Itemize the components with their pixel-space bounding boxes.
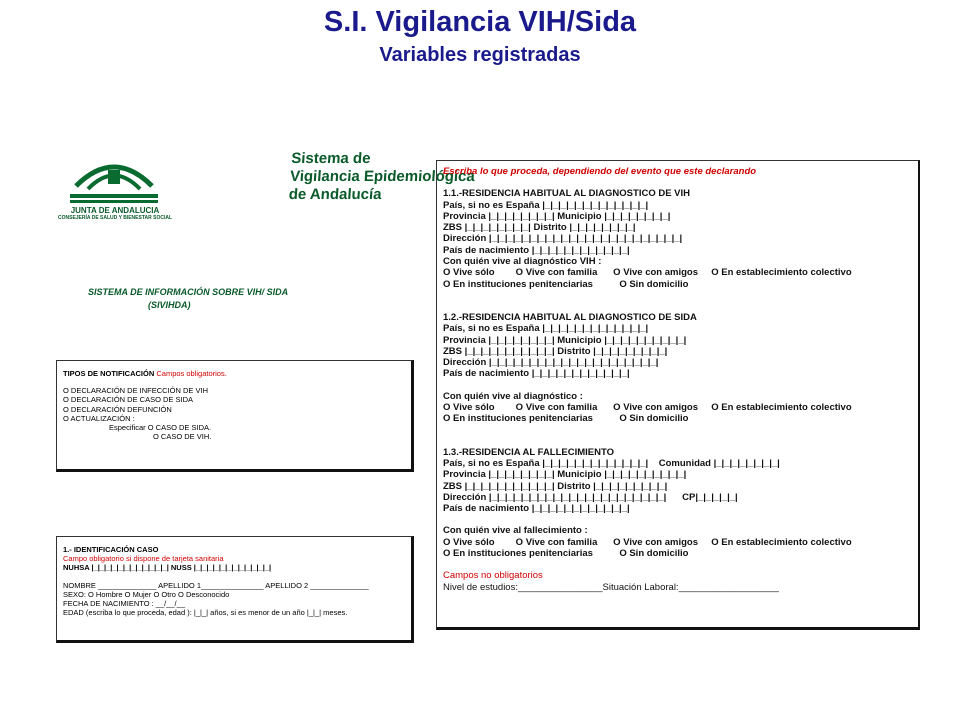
- sex-field: SEXO: O Hombre O Mujer O Otro O Desconocido: [63, 589, 230, 599]
- identification-required-note: Campo obligatorio si dispone de tarjeta sanitaria: [63, 554, 224, 564]
- identification-heading: 1.- IDENTIFICACIÓN CASO: [63, 545, 159, 554]
- junta-andalucia-logo: [56, 156, 174, 221]
- notification-option: O DECLARACIÓN DE CASO DE SIDA: [63, 395, 194, 405]
- lives-with-options: O En instituciones penitenciarias O Sin domicilio: [443, 548, 689, 560]
- system-line: Vigilancia Epidemiológica: [289, 168, 476, 185]
- zbs-field: ZBS |_|_|_|_|_|_|_|_| Distrito |_|_|_|_|_|_|_|_|: [443, 222, 636, 234]
- section-title: 1.3.-RESIDENCIA AL FALLECIMIENTO: [443, 446, 615, 458]
- country-field: País, si no es España |_|_|_|_|_|_|_|_|_|_|_|_|_|: [443, 323, 649, 335]
- logo-department: CONSEJERÍA DE SALUD Y BIENESTAR SOCIAL: [58, 215, 172, 221]
- birth-country-field: País de nacimiento |_|_|_|_|_|_|_|_|_|_|_|_|: [443, 503, 630, 515]
- birth-country-field: País de nacimiento |_|_|_|_|_|_|_|_|_|_|_|_|: [443, 244, 630, 256]
- notification-option: O DECLARACIÓN DE INFECCIÓN DE VIH: [63, 386, 209, 396]
- specify-line-2: O CASO DE VIH.: [153, 432, 212, 442]
- lives-with-label: Con quién vive al diagnóstico VIH :: [443, 256, 602, 268]
- country-field: País, si no es España |_|_|_|_|_|_|_|_|_|_|_|_|_| Comunidad |_|_|_|_|_|_|_|_|: [443, 457, 780, 469]
- notification-option: O DECLARACIÓN DEFUNCIÓN: [63, 404, 172, 414]
- slide-title: S.I. Vigilancia VIH/Sida: [323, 6, 637, 38]
- country-field: País, si no es España |_|_|_|_|_|_|_|_|_|_|_|_|_|: [443, 199, 649, 211]
- notification-types-box: [56, 360, 414, 472]
- section-title: 1.2.-RESIDENCIA HABITUAL AL DIAGNOSTICO DE SIDA: [443, 311, 697, 323]
- specify-line-1: Especificar O CASO DE SIDA.: [109, 423, 212, 433]
- lives-with-options: O Vive sólo O Vive con familia O Vive con amigos O En establecimiento colectivo: [443, 267, 852, 279]
- sivihda-line-2: (SIVIHDA): [148, 300, 191, 310]
- province-field: Provincia |_|_|_|_|_|_|_|_| Municipio |_|_|_|_|_|_|_|_|_|_|: [443, 334, 687, 346]
- system-line: Sistema de: [290, 150, 372, 167]
- sivihda-line-1: SISTEMA DE INFORMACIÓN SOBRE VIH/ SIDA: [88, 287, 289, 297]
- lives-with-options: O Vive sólo O Vive con familia O Vive con amigos O En establecimiento colectivo: [443, 536, 852, 548]
- nuhsa-field: NUHSA |_|_|_|_|_|_|_|_|_|_|_|_| NUSS |_|_|_|_|_|_|_|_|_|_|_|_|: [63, 563, 272, 573]
- address-field: Dirección |_|_|_|_|_|_|_|_|_|_|_|_|_|_|_|_|_|_|_|_|_|: [443, 357, 659, 369]
- province-field: Provincia |_|_|_|_|_|_|_|_| Municipio |_|_|_|_|_|_|_|_|_|_|: [443, 469, 687, 481]
- lives-with-label: Con quién vive al fallecimiento :: [443, 525, 588, 537]
- logo-arch-icon: [64, 156, 164, 204]
- lives-with-options: O En instituciones penitenciarias O Sin domicilio: [443, 413, 689, 425]
- optional-fields-heading: Campos no obligatorios: [443, 570, 543, 582]
- address-field: Dirección |_|_|_|_|_|_|_|_|_|_|_|_|_|_|_|_|_|_|_|_|_|_|_|_|: [443, 233, 683, 245]
- address-field: Dirección |_|_|_|_|_|_|_|_|_|_|_|_|_|_|_|_|_|_|_|_|_|_| CP|_|_|_|_|_|: [443, 491, 738, 503]
- name-field: NOMBRE ______________ APELLIDO 1_______________ APELLIDO 2 ______________: [63, 580, 369, 590]
- notification-heading: TIPOS DE NOTIFICACIÓN: [63, 369, 155, 378]
- notification-heading-row: [63, 369, 407, 378]
- form-instruction: Escriba lo que proceda, dependiendo del evento que este declarando: [443, 166, 757, 177]
- province-field: Provincia |_|_|_|_|_|_|_|_| Municipio |_|_|_|_|_|_|_|_|: [443, 210, 671, 222]
- case-identification-box: [56, 536, 414, 643]
- lives-with-label: Con quién vive al diagnóstico :: [443, 390, 583, 402]
- required-note: Campos obligatorios.: [156, 369, 227, 378]
- sivihda-heading: [88, 286, 288, 312]
- education-employment-field: Nivel de estudios:________________Situación Laboral:___________________: [443, 581, 779, 593]
- age-field: EDAD (escriba lo que proceda, edad ): |_|_| años, si es menor de un año |_|_| meses.: [63, 608, 348, 618]
- birth-country-field: País de nacimiento |_|_|_|_|_|_|_|_|_|_|_|_|: [443, 368, 630, 380]
- system-line: de Andalucía: [288, 186, 383, 203]
- lives-with-options: O En instituciones penitenciarias O Sin domicilio: [443, 278, 689, 290]
- lives-with-options: O Vive sólo O Vive con familia O Vive con amigos O En establecimiento colectivo: [443, 402, 852, 414]
- birthdate-field: FECHA DE NACIMIENTO : __/__/__: [63, 599, 185, 609]
- slide-subtitle: Variables registradas: [379, 44, 581, 66]
- notification-option: O ACTUALIZACIÓN :: [63, 413, 135, 423]
- section-title: 1.1.-RESIDENCIA HABITUAL AL DIAGNOSTICO DE VIH: [443, 188, 691, 200]
- residence-form: [436, 160, 920, 630]
- zbs-field: ZBS |_|_|_|_|_|_|_|_|_|_|_| Distrito |_|_|_|_|_|_|_|_|_|: [443, 345, 668, 357]
- zbs-field: ZBS |_|_|_|_|_|_|_|_|_|_|_| Distrito |_|_|_|_|_|_|_|_|_|: [443, 480, 668, 492]
- logo-name: JUNTA DE ANDALUCIA: [70, 206, 160, 215]
